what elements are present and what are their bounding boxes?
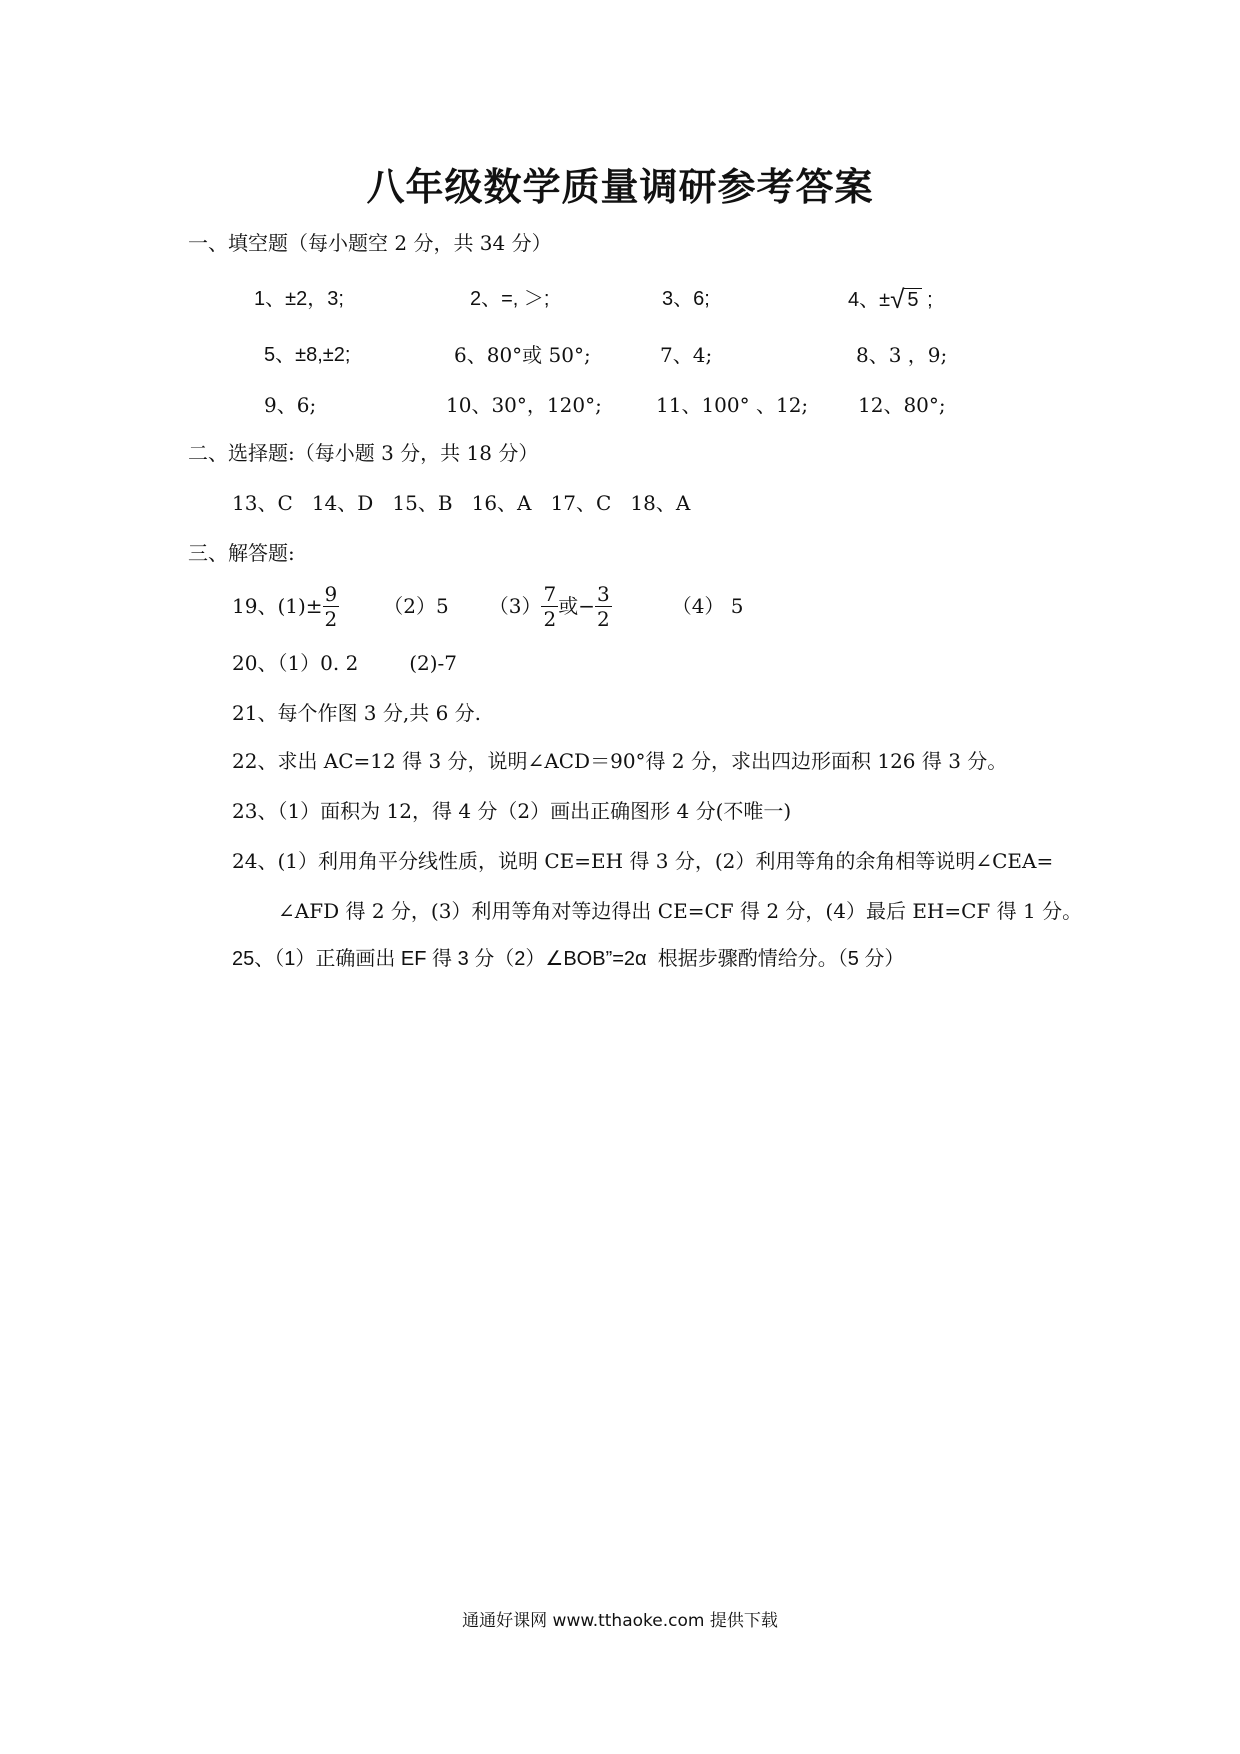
radical-sign: √	[890, 284, 905, 314]
answer-25: 25、（1）正确画出 EF 得 3 分（2）∠BOB”=2α 根据步骤酌情给分。（5 分）	[232, 948, 905, 970]
answer-22: 22、求出 AC=12 得 3 分，说明∠ACD＝90°得 2 分，求出四边形面积 126 得 3 分。	[232, 749, 1008, 773]
numerator: 7	[543, 581, 557, 606]
q19-prefix: 19、(1)±	[232, 594, 323, 618]
numerator: 3	[596, 581, 610, 606]
answer-4-suffix: ;	[921, 289, 933, 311]
answer-20: 20、（1）0. 2 (2)-7	[232, 651, 458, 675]
fraction-3-2	[595, 581, 612, 631]
answer-2: 2、=, ＞;	[470, 288, 550, 310]
fraction-9-2	[323, 581, 340, 631]
section-1-heading: 一、填空题（每小题空 2 分，共 34 分）	[188, 231, 552, 255]
answer-5: 5、±8,±2;	[264, 344, 351, 366]
answer-24-line1: 24、(1）利用角平分线性质，说明 CE=EH 得 3 分，(2）利用等角的余角相等说明∠CEA=	[232, 849, 1054, 873]
section-3-heading: 三、解答题:	[188, 541, 295, 565]
answer-10: 10、30°，120°;	[446, 393, 602, 417]
answer-4	[848, 286, 933, 313]
denominator: 2	[543, 606, 557, 631]
q19-part4: （4） 5	[671, 594, 744, 618]
answer-4-label: 4、±	[848, 289, 891, 311]
answer-9: 9、6;	[264, 393, 317, 417]
q19-or: 或−	[558, 594, 595, 618]
denominator: 2	[324, 606, 338, 631]
q19-part2: （2）5	[383, 594, 449, 618]
page-title: 八年级数学质量调研参考答案	[366, 165, 874, 209]
answer-12: 12、80°;	[858, 393, 946, 417]
answer-19	[232, 576, 744, 636]
answer-3: 3、6;	[662, 288, 710, 310]
answer-6: 6、80°或 50°;	[454, 343, 591, 367]
denominator: 2	[596, 606, 610, 631]
radicand: 5	[904, 288, 921, 311]
sqrt-5	[890, 286, 921, 313]
answer-7: 7、4;	[660, 343, 713, 367]
answer-23: 23、（1）面积为 12，得 4 分（2）画出正确图形 4 分(不唯一)	[232, 799, 792, 823]
q19-part3: （3）	[488, 594, 542, 618]
answer-8: 8、3 ，9;	[856, 343, 948, 367]
footer-source: 通通好课网 www.tthaoke.com 提供下载	[462, 1611, 778, 1631]
numerator: 9	[324, 581, 338, 606]
choice-answers: 13、C 14、D 15、B 16、A 17、C 18、A	[232, 491, 691, 515]
answer-21: 21、每个作图 3 分,共 6 分.	[232, 701, 482, 725]
answer-11: 11、100° 、12;	[656, 393, 809, 417]
answer-24-line2: ∠AFD 得 2 分，(3）利用等角对等边得出 CE=CF 得 2 分，(4）最后 EH=CF 得 1 分。	[278, 899, 1083, 923]
fraction-7-2	[541, 581, 558, 631]
section-2-heading: 二、选择题:（每小题 3 分，共 18 分）	[188, 441, 539, 465]
answer-1: 1、±2，3;	[254, 288, 344, 310]
